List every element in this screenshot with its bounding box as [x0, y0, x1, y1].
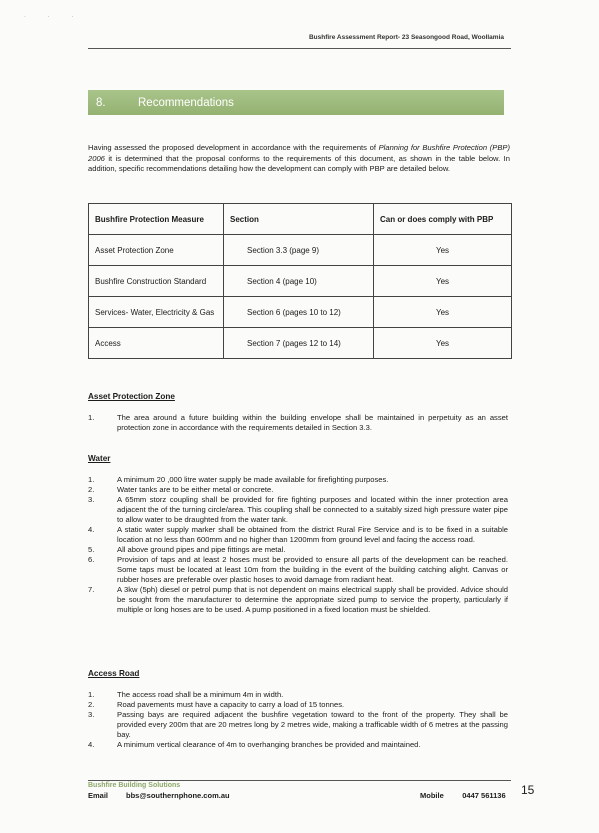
- section-title: Recommendations: [138, 96, 234, 109]
- compliance-table: [88, 203, 512, 359]
- list-item-number: 4.: [88, 525, 95, 534]
- table-header-section: Section: [224, 204, 374, 235]
- table-cell-comply: Yes: [374, 297, 512, 328]
- page-number: 15: [521, 783, 535, 797]
- table-cell-comply: Yes: [374, 235, 512, 266]
- list-item-number: 1.: [88, 690, 95, 699]
- list-item-text: Road pavements must have a capacity to carry a load of 15 tonnes.: [117, 700, 345, 709]
- table-row: [89, 328, 512, 359]
- running-header: Bushfire Assessment Report- 23 Seasongood Road, Woollamia: [308, 34, 504, 41]
- footer-email-address[interactable]: bbs@southernphone.com.au: [126, 791, 230, 800]
- list-item-text: The area around a future building within the building envelope shall be maintained in perpetuity as an asset protection zone in accordance with the requirements detailed in Section 3.3.: [117, 413, 508, 432]
- table-header-measure: Bushfire Protection Measure: [89, 204, 224, 235]
- intro-paragraph: [88, 143, 510, 175]
- list-item-text: The access road shall be a minimum 4m in width.: [117, 690, 284, 699]
- footer-mobile-number: 0447 561136: [462, 791, 506, 800]
- intro-text-1: Having assessed the proposed development in accordance with the requirements of: [88, 143, 379, 152]
- water-heading: Water: [88, 454, 111, 463]
- list-item-text: A 65mm storz coupling shall be provided for fire fighting purposes and located within the inner protection area adjacent the of the turning circle/area. This coupling shall be connected to a suitably sized high pressure water pipe to allow water to be draughted from the water tank.: [117, 495, 508, 524]
- list-item: [88, 475, 508, 485]
- table-cell-comply: Yes: [374, 328, 512, 359]
- access-heading: Access Road: [88, 669, 140, 678]
- footer-mobile: [420, 791, 506, 800]
- intro-text-2: it is determined that the proposal conforms to the requirements of this document, as shown in the table below. In addition, specific recommendations detailing how the development can comply with PBP are detailed below.: [88, 153, 510, 173]
- list-item-text: A static water supply marker shall be obtained from the district Rural Fire Service and is to be fixed in a suitable location at no less than 600mm and no higher than 1200mm from ground level and facing the access road.: [117, 525, 508, 544]
- table-cell-measure: Services- Water, Electricity & Gas: [89, 297, 224, 328]
- section-number: 8.: [96, 96, 106, 109]
- footer-company: Bushfire Building Solutions: [88, 782, 181, 789]
- list-item: [88, 690, 508, 700]
- list-item-number: 7.: [88, 585, 95, 594]
- list-item: [88, 495, 508, 525]
- intro-italic: Planning for Bushfire Protection (PBP) 2006: [88, 143, 510, 163]
- footer-rule: [88, 780, 511, 781]
- list-item-number: 1.: [88, 475, 95, 484]
- list-item-text: Water tanks are to be either metal or concrete.: [117, 485, 274, 494]
- table-cell-section: Section 6 (pages 10 to 12): [224, 297, 374, 328]
- list-item-number: 6.: [88, 555, 95, 564]
- table-row: [89, 297, 512, 328]
- table-cell-section: Section 7 (pages 12 to 14): [224, 328, 374, 359]
- list-item-text: A minimum vertical clearance of 4m to overhanging branches be provided and maintained.: [117, 740, 421, 749]
- list-item-text: A minimum 20 ,000 litre water supply be made available for firefighting purposes.: [117, 475, 389, 484]
- table-cell-measure: Access: [89, 328, 224, 359]
- table-row: [89, 266, 512, 297]
- list-item-number: 3.: [88, 495, 95, 504]
- list-item: [88, 740, 508, 750]
- footer-email: [88, 791, 230, 800]
- list-item-number: 2.: [88, 700, 95, 709]
- list-item: [88, 413, 508, 433]
- apz-list: [88, 413, 508, 433]
- table-row: [89, 235, 512, 266]
- table-header-row: [89, 204, 512, 235]
- list-item-text: Provision of taps and at least 2 hoses must be provided to ensure all parts of the development can be reached. Some taps must be located at least 10m from the building in the event of the building catching alight. Canvas or rubber hoses are preferable over plastic hoses to avoid damage from radiant heat.: [117, 555, 508, 584]
- list-item-number: 2.: [88, 485, 95, 494]
- list-item: [88, 585, 508, 615]
- list-item: [88, 555, 508, 585]
- table-cell-section: Section 3.3 (page 9): [224, 235, 374, 266]
- footer-email-label: Email: [88, 791, 109, 800]
- apz-heading: Asset Protection Zone: [88, 392, 175, 401]
- header-rule: [88, 48, 511, 49]
- table-header-comply: Can or does comply with PBP: [374, 204, 512, 235]
- list-item: [88, 700, 508, 710]
- access-list: [88, 690, 508, 750]
- list-item: [88, 485, 508, 495]
- list-item-number: 4.: [88, 740, 95, 749]
- list-item-text: Passing bays are required adjacent the bushfire vegetation toward to the front of the property. They shall be provided every 200m that are 20 metres long by 2 metres wide, making a trafficable width of 6 metres at the passing bay.: [117, 710, 508, 739]
- list-item-text: A 3kw (5ph) diesel or petrol pump that is not dependent on mains electrical supply shall be provided. Advice should be sought from the manufacturer to determine the appropriate sized pump to service the property, particularly if multiple or long hoses are to be used. A pump positioned in a fixed location must be shielded.: [117, 585, 508, 614]
- list-item: [88, 525, 508, 545]
- table-cell-section: Section 4 (page 10): [224, 266, 374, 297]
- list-item-number: 5.: [88, 545, 95, 554]
- list-item-number: 3.: [88, 710, 95, 719]
- footer-mobile-label: Mobile: [420, 791, 444, 800]
- list-item-text: All above ground pipes and pipe fittings are metal.: [117, 545, 286, 554]
- table-cell-comply: Yes: [374, 266, 512, 297]
- table-cell-measure: Asset Protection Zone: [89, 235, 224, 266]
- list-item: [88, 710, 508, 740]
- water-list: [88, 475, 508, 615]
- scan-specks: · · ·: [24, 14, 84, 20]
- list-item: [88, 545, 508, 555]
- table-cell-measure: Bushfire Construction Standard: [89, 266, 224, 297]
- section-banner: [88, 90, 504, 115]
- list-item-number: 1.: [88, 413, 95, 422]
